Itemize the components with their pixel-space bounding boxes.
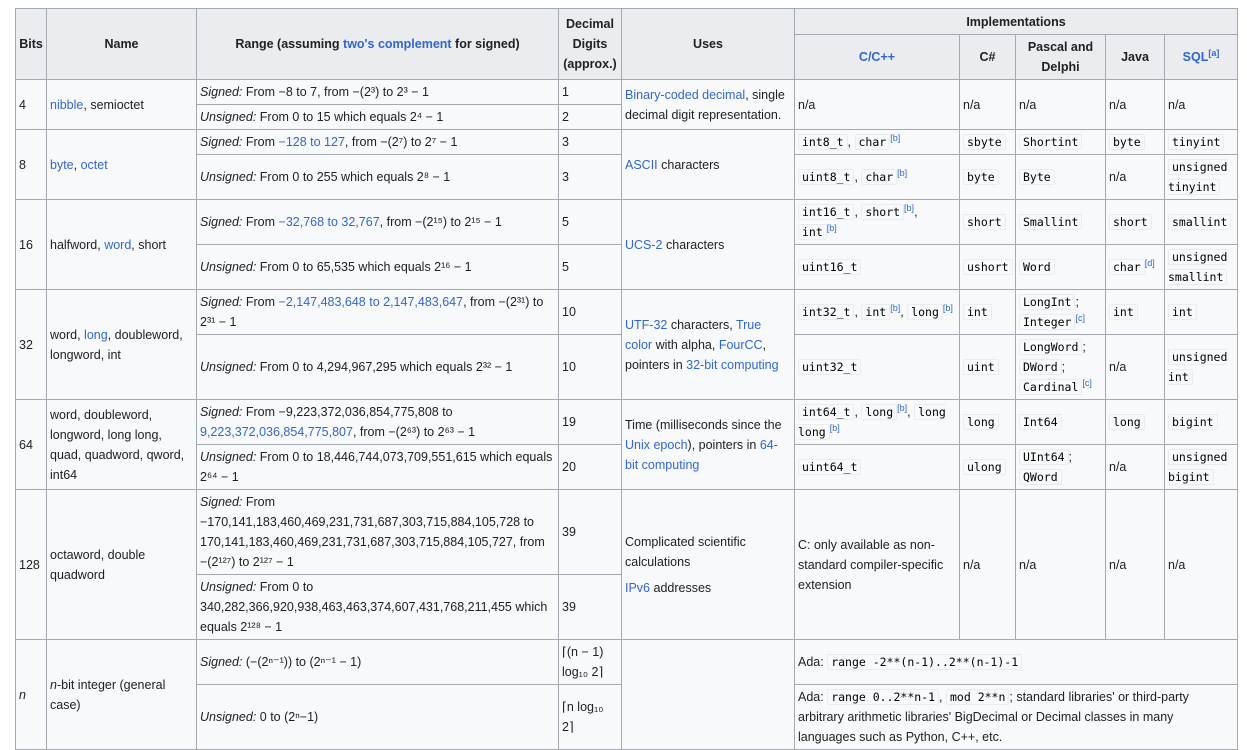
range-unsigned: Unsigned: From 0 to 65,535 which equals 2¹⁶ − 1 [197, 245, 559, 290]
decimal-signed: 10 [559, 290, 622, 335]
c-cell: n/a [795, 80, 960, 130]
uses-cell: UCS-2 characters [622, 200, 795, 290]
table-row [16, 130, 1238, 155]
range-link[interactable]: −32,768 to 32,767 [278, 215, 380, 229]
java-cell: n/a [1106, 155, 1165, 200]
64bit-link[interactable]: 64-bit computing [625, 437, 778, 472]
pascal-cell: Byte [1016, 155, 1106, 200]
header-java: Java [1106, 35, 1165, 80]
c-cell: uint16_t [795, 245, 960, 290]
java-cell: int [1106, 290, 1165, 335]
bits-cell: 128 [16, 490, 47, 640]
decimal-signed: 1 [559, 80, 622, 105]
header-c-cpp[interactable] [795, 35, 960, 80]
c-cell: uint8_t , char [b] [795, 155, 960, 200]
range-signed: Signed: (−(2ⁿ⁻¹)) to (2ⁿ⁻¹ − 1) [197, 640, 559, 685]
pascal-cell: Int64 [1016, 400, 1106, 445]
cs-cell: n/a [960, 490, 1016, 640]
java-cell: n/a [1106, 80, 1165, 130]
decimal-unsigned: 3 [559, 155, 622, 200]
range-signed: Signed: From −170,141,183,460,469,231,731,687,303,715,884,105,728 to 170,141,183,460,469,231,731,687,303,715,884,105,727, from −(2¹²⁷) to 2¹²⁷ − 1 [197, 490, 559, 575]
header-range: Range (assuming two's complement for signed) [197, 9, 559, 80]
sql-ref[interactable]: [a] [1208, 47, 1220, 58]
name-cell: word, doubleword, longword, long long, quad, quadword, qword, int64 [47, 400, 197, 490]
true-color-link[interactable]: True color [625, 317, 762, 352]
cs-cell: uint [960, 335, 1016, 400]
sql-cell: tinyint [1165, 130, 1238, 155]
header-implementations: Implementations [795, 9, 1238, 35]
sql-cell: bigint [1165, 400, 1238, 445]
range-signed: Signed: From −32,768 to 32,767, from −(2¹⁵) to 2¹⁵ − 1 [197, 200, 559, 245]
range-unsigned: Unsigned: From 0 to 255 which equals 2⁸ − 1 [197, 155, 559, 200]
uses-cell [622, 640, 795, 750]
cs-cell: ushort [960, 245, 1016, 290]
c-cell: int32_t , int [b], long [b] [795, 290, 960, 335]
bits-cell: n [16, 640, 47, 750]
bits-cell: 64 [16, 400, 47, 490]
uses-cell: ASCII characters [622, 130, 795, 200]
table-row [16, 490, 1238, 575]
pascal-cell: Shortint [1016, 130, 1106, 155]
cs-cell: sbyte [960, 130, 1016, 155]
range-link[interactable]: 9,223,372,036,854,775,807 [200, 425, 353, 439]
bcd-link[interactable]: Binary-coded decimal [625, 87, 746, 102]
range-signed: Signed: From −2,147,483,648 to 2,147,483,647, from −(2³¹) to 2³¹ − 1 [197, 290, 559, 335]
sql-cell: n/a [1165, 490, 1238, 640]
header-sql[interactable] [1165, 35, 1238, 80]
c-cell: C: only available as non-standard compiler-specific extension [795, 490, 960, 640]
pascal-cell: Smallint [1016, 200, 1106, 245]
range-link[interactable]: −128 to 127 [278, 135, 345, 149]
octet-link[interactable]: octet [80, 157, 108, 172]
table-row [16, 400, 1238, 445]
sql-cell: n/a [1165, 80, 1238, 130]
uses-cell: Binary-coded decimal, single decimal digit representation. [622, 80, 795, 130]
cs-cell: short [960, 200, 1016, 245]
nibble-link[interactable]: nibble [50, 97, 84, 112]
header-pascal: Pascal and Delphi [1016, 35, 1106, 80]
sql-cell: unsigned int [1165, 335, 1238, 400]
uses-cell: Time (milliseconds since the Unix epoch), pointers in 64-bit computing [622, 400, 795, 490]
header-name: Name [47, 9, 197, 80]
pascal-cell: n/a [1016, 490, 1106, 640]
ada-unsigned-cell: Ada: range 0..2**n-1 , mod 2**n ; standard libraries' or third-party arbitrary arithmetic libraries' BigDecimal or Decimal classes in many languages such as Python, C++, etc. [795, 685, 1238, 750]
c-cell: int16_t , short [b], int [b] [795, 200, 960, 245]
cs-cell: long [960, 400, 1016, 445]
decimal-unsigned: 10 [559, 335, 622, 400]
ipv6-link[interactable]: IPv6 [625, 580, 651, 595]
java-cell: short [1106, 200, 1165, 245]
java-cell: n/a [1106, 445, 1165, 490]
sql-cell: smallint [1165, 200, 1238, 245]
ada-signed-cell: Ada: range -2**(n-1)..2**(n-1)-1 [795, 640, 1238, 685]
decimal-signed: 19 [559, 400, 622, 445]
table-row [16, 80, 1238, 105]
range-signed: Signed: From −9,223,372,036,854,775,808 to 9,223,372,036,854,775,807, from −(2⁶³) to 2⁶³ − 1 [197, 400, 559, 445]
cs-cell: int [960, 290, 1016, 335]
range-unsigned: Unsigned: From 0 to 340,282,366,920,938,463,463,374,607,431,768,211,455 which equals 2¹²⁸ − 1 [197, 575, 559, 640]
range-signed: Signed: From −128 to 127, from −(2⁷) to 2⁷ − 1 [197, 130, 559, 155]
header-bits: Bits [16, 9, 47, 80]
name-cell: halfword, word, short [47, 200, 197, 290]
java-cell: byte [1106, 130, 1165, 155]
table-row [16, 640, 1238, 685]
name-cell: nibble, semioctet [47, 80, 197, 130]
java-cell: long [1106, 400, 1165, 445]
java-cell: n/a [1106, 490, 1165, 640]
c-cell: int8_t , char [b] [795, 130, 960, 155]
ascii-link[interactable]: ASCII [625, 157, 658, 172]
sql-cell: int [1165, 290, 1238, 335]
java-cell: n/a [1106, 335, 1165, 400]
sql-cell: unsigned tinyint [1165, 155, 1238, 200]
fourcc-link[interactable]: FourCC [718, 337, 763, 352]
long-link[interactable]: long [84, 327, 108, 342]
table-row [16, 290, 1238, 335]
pascal-cell: LongInt ; Integer [c] [1016, 290, 1106, 335]
c-cpp-link[interactable]: C/C++ [858, 50, 896, 64]
name-cell: octaword, double quadword [47, 490, 197, 640]
decimal-unsigned: 39 [559, 575, 622, 640]
uses-cell: Complicated scientific calculations IPv6 addresses [622, 490, 795, 640]
cs-cell: n/a [960, 80, 1016, 130]
range-unsigned: Unsigned: From 0 to 15 which equals 2⁴ − 1 [197, 105, 559, 130]
bits-cell: 32 [16, 290, 47, 400]
name-cell: n-bit integer (general case) [47, 640, 197, 750]
word-link[interactable]: word [104, 237, 132, 252]
range-unsigned: Unsigned: From 0 to 18,446,744,073,709,551,615 which equals 2⁶⁴ − 1 [197, 445, 559, 490]
sql-cell: unsigned bigint [1165, 445, 1238, 490]
range-unsigned: Unsigned: 0 to (2ⁿ−1) [197, 685, 559, 750]
header-csharp: C# [960, 35, 1016, 80]
sql-cell: unsigned smallint [1165, 245, 1238, 290]
twos-complement-link[interactable]: two's complement [343, 37, 452, 51]
range-signed: Signed: From −8 to 7, from −(2³) to 2³ − 1 [197, 80, 559, 105]
decimal-signed: 5 [559, 200, 622, 245]
header-row-1 [16, 9, 1238, 35]
c-cell: int64_t , long [b], long long [b] [795, 400, 960, 445]
header-uses: Uses [622, 9, 795, 80]
cs-cell: ulong [960, 445, 1016, 490]
pascal-cell: n/a [1016, 80, 1106, 130]
decimal-unsigned: 20 [559, 445, 622, 490]
decimal-unsigned: 2 [559, 105, 622, 130]
byte-link[interactable]: byte [50, 157, 74, 172]
pascal-cell: LongWord ; DWord ; Cardinal [c] [1016, 335, 1106, 400]
header-decimal-digits: Decimal Digits (approx.) [559, 9, 622, 80]
integer-types-table [15, 8, 1238, 750]
name-cell: word, long, doubleword, longword, int [47, 290, 197, 400]
c-cell: uint32_t [795, 335, 960, 400]
bits-cell: 4 [16, 80, 47, 130]
sql-link[interactable]: SQL [1182, 50, 1209, 64]
ucs2-link[interactable]: UCS-2 [625, 237, 663, 252]
range-unsigned: Unsigned: From 0 to 4,294,967,295 which equals 2³² − 1 [197, 335, 559, 400]
cs-cell: byte [960, 155, 1016, 200]
decimal-signed: 39 [559, 490, 622, 575]
utf32-link[interactable]: UTF-32 [625, 317, 668, 332]
decimal-unsigned: ⌈n log₁₀ 2⌉ [559, 685, 622, 750]
uses-cell: UTF-32 characters, True color with alpha, FourCC, pointers in 32-bit computing [622, 290, 795, 400]
bits-cell: 16 [16, 200, 47, 290]
range-link[interactable]: −2,147,483,648 to 2,147,483,647 [278, 295, 464, 309]
bits-cell: 8 [16, 130, 47, 200]
32bit-link[interactable]: 32-bit computing [686, 357, 779, 372]
c-cell: uint64_t [795, 445, 960, 490]
pascal-cell: UInt64 ; QWord [1016, 445, 1106, 490]
unix-epoch-link[interactable]: Unix epoch [625, 437, 688, 452]
pascal-cell: Word [1016, 245, 1106, 290]
decimal-unsigned: 5 [559, 245, 622, 290]
decimal-signed: ⌈(n − 1) log₁₀ 2⌉ [559, 640, 622, 685]
name-cell: byte, octet [47, 130, 197, 200]
table-row [16, 200, 1238, 245]
decimal-signed: 3 [559, 130, 622, 155]
java-cell: char [d] [1106, 245, 1165, 290]
